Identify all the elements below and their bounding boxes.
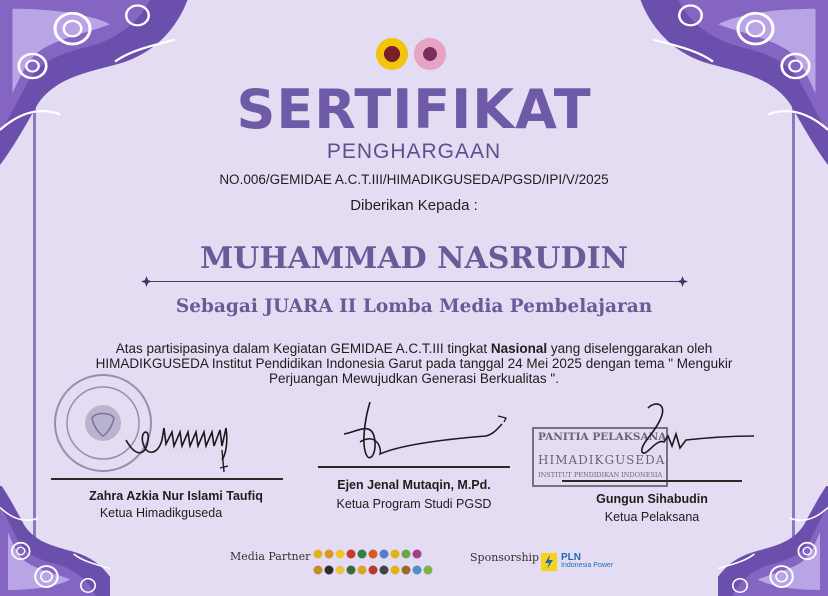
certificate-number: NO.006/GEMIDAE A.C.T.III/HIMADIKGUSEDA/PGSD/IPI/V/2025 <box>219 172 609 187</box>
signatory-left <box>60 489 292 520</box>
signatory-name: Zahra Azkia Nur Islami Taufiq <box>89 489 263 503</box>
media-partner-label: Media Partner <box>230 550 311 563</box>
sponsor-logo <box>541 552 621 572</box>
signatory-role: Ketua Pelaksana <box>604 510 700 524</box>
signature-right <box>596 396 758 468</box>
institute-logo <box>376 38 408 70</box>
sponsor-name: PLN <box>561 552 581 563</box>
signatory-middle <box>314 478 514 511</box>
himadikguseda-logo <box>414 38 446 70</box>
name-underline <box>147 281 681 282</box>
media-partner-logos <box>312 547 440 579</box>
signature-left <box>118 410 248 480</box>
signature-line-right <box>562 480 742 482</box>
award-title: Sebagai JUARA II Lomba Media Pembelajaran <box>175 296 653 317</box>
signature-line-middle <box>318 466 510 468</box>
stamp-institute: INSTITUT PENDIDIKAN INDONESIA <box>538 471 663 479</box>
header-logos <box>376 38 450 72</box>
signatory-role: Ketua Program Studi PGSD <box>336 497 492 511</box>
signatory-name: Ejen Jenal Mutaqin, M.Pd. <box>337 478 491 492</box>
certificate-title: SERTIFIKAT <box>236 78 592 141</box>
pln-bolt-icon <box>541 553 557 571</box>
signatory-role: Ketua Himadikguseda <box>99 506 223 520</box>
diamond-right-icon <box>677 276 688 287</box>
certificate-body: Atas partisipasinya dalam Kegiatan GEMIDAE A.C.T.III tingkat Nasional yang diselenggarakan oleh HIMADIKGUSEDA Institut Pendidikan Indonesia Garut pada tanggal 24 Mei 2025 dengan tema " Mengukir Perjuangan Mewujudkan Generasi Berkualitas ". <box>95 341 733 386</box>
certificate-subtitle: PENGHARGAAN <box>326 140 502 163</box>
level-bold: Nasional <box>490 341 548 356</box>
given-to-label: Diberikan Kepada : <box>350 197 478 214</box>
signature-line-left <box>51 478 283 480</box>
signatory-right <box>562 492 742 524</box>
diamond-left-icon <box>141 276 152 287</box>
sponsorship-label: Sponsorship <box>470 551 540 564</box>
signature-middle <box>336 392 516 474</box>
recipient-name: MUHAMMAD NASRUDIN <box>199 241 629 276</box>
stamp-organizer: PANITIA PELAKSANA <box>538 431 667 443</box>
sponsor-subname: Indonesia Power <box>561 562 614 569</box>
signatory-name: Gungun Sihabudin <box>596 492 708 506</box>
stamp-org-name: HIMADIKGUSEDA <box>538 453 666 467</box>
